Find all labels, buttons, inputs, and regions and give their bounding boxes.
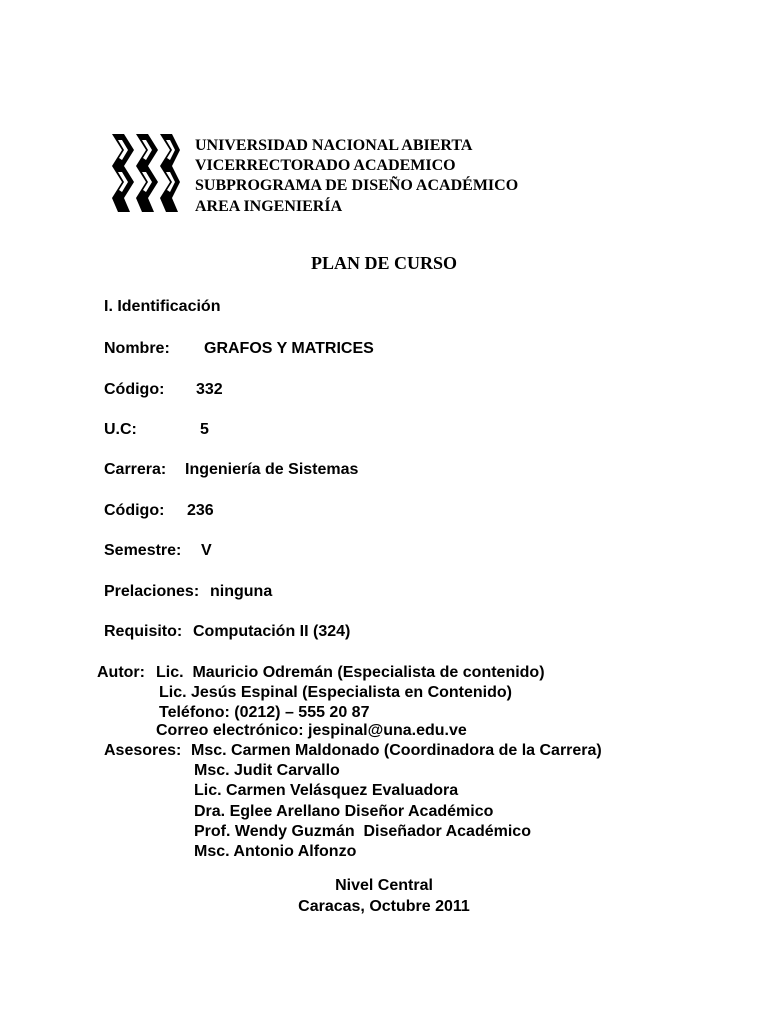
field-label-semestre: Semestre: — [104, 542, 182, 559]
asesor-line: Dra. Eglee Arellano Diseñor Académico — [194, 803, 494, 820]
una-university-logo-icon — [110, 130, 182, 214]
asesor-line: Msc. Antonio Alfonzo — [194, 843, 357, 860]
field-label-codigo-carrera: Código: — [104, 502, 165, 519]
field-value-codigo: 332 — [196, 381, 223, 398]
footer-nivel-central: Nivel Central — [335, 877, 433, 894]
section-heading: I. Identificación — [104, 298, 221, 315]
field-label-codigo: Código: — [104, 381, 165, 398]
document-title: PLAN DE CURSO — [310, 253, 457, 273]
field-label-carrera: Carrera: — [104, 461, 167, 478]
asesor-line: Msc. Carmen Maldonado (Coordinadora de la Carrera) — [191, 742, 602, 759]
field-value-nombre: GRAFOS Y MATRICES — [204, 340, 374, 357]
header-line-subprograma: SUBPROGRAMA DE DISEÑO ACADÉMICO — [195, 177, 519, 194]
field-label-uc: U.C: — [104, 421, 137, 438]
field-value-prelaciones: ninguna — [210, 583, 273, 600]
asesor-line: Lic. Carmen Velásquez Evaluadora — [194, 782, 459, 799]
footer-location-date: Caracas, Octubre 2011 — [298, 898, 470, 915]
field-value-codigo-carrera: 236 — [187, 502, 214, 519]
field-label-requisito: Requisito: — [104, 623, 183, 640]
field-value-uc: 5 — [200, 421, 209, 438]
field-value-requisito: Computación II (324) — [193, 623, 351, 640]
header-line-university: UNIVERSIDAD NACIONAL ABIERTA — [195, 137, 473, 154]
autor-email: Correo electrónico: jespinal@una.edu.ve — [156, 722, 467, 739]
header-line-vicerrectorado: VICERRECTORADO ACADEMICO — [195, 157, 456, 174]
field-label-nombre: Nombre: — [104, 340, 170, 357]
asesor-line: Prof. Wendy Guzmán Diseñador Académico — [194, 823, 531, 840]
asesor-line: Msc. Judit Carvallo — [194, 762, 340, 779]
field-value-semestre: V — [201, 542, 212, 559]
autor-line: Lic. Jesús Espinal (Especialista en Contenido) — [159, 684, 512, 701]
autor-line: Lic. Mauricio Odremán (Especialista de contenido) — [156, 664, 545, 681]
autor-phone: Teléfono: (0212) – 555 20 87 — [159, 704, 370, 721]
autor-label: Autor: — [97, 664, 145, 681]
asesores-label: Asesores: — [104, 742, 182, 759]
field-value-carrera: Ingeniería de Sistemas — [185, 461, 359, 478]
field-label-prelaciones: Prelaciones: — [104, 583, 200, 600]
header-line-area: AREA INGENIERÍA — [195, 198, 343, 215]
